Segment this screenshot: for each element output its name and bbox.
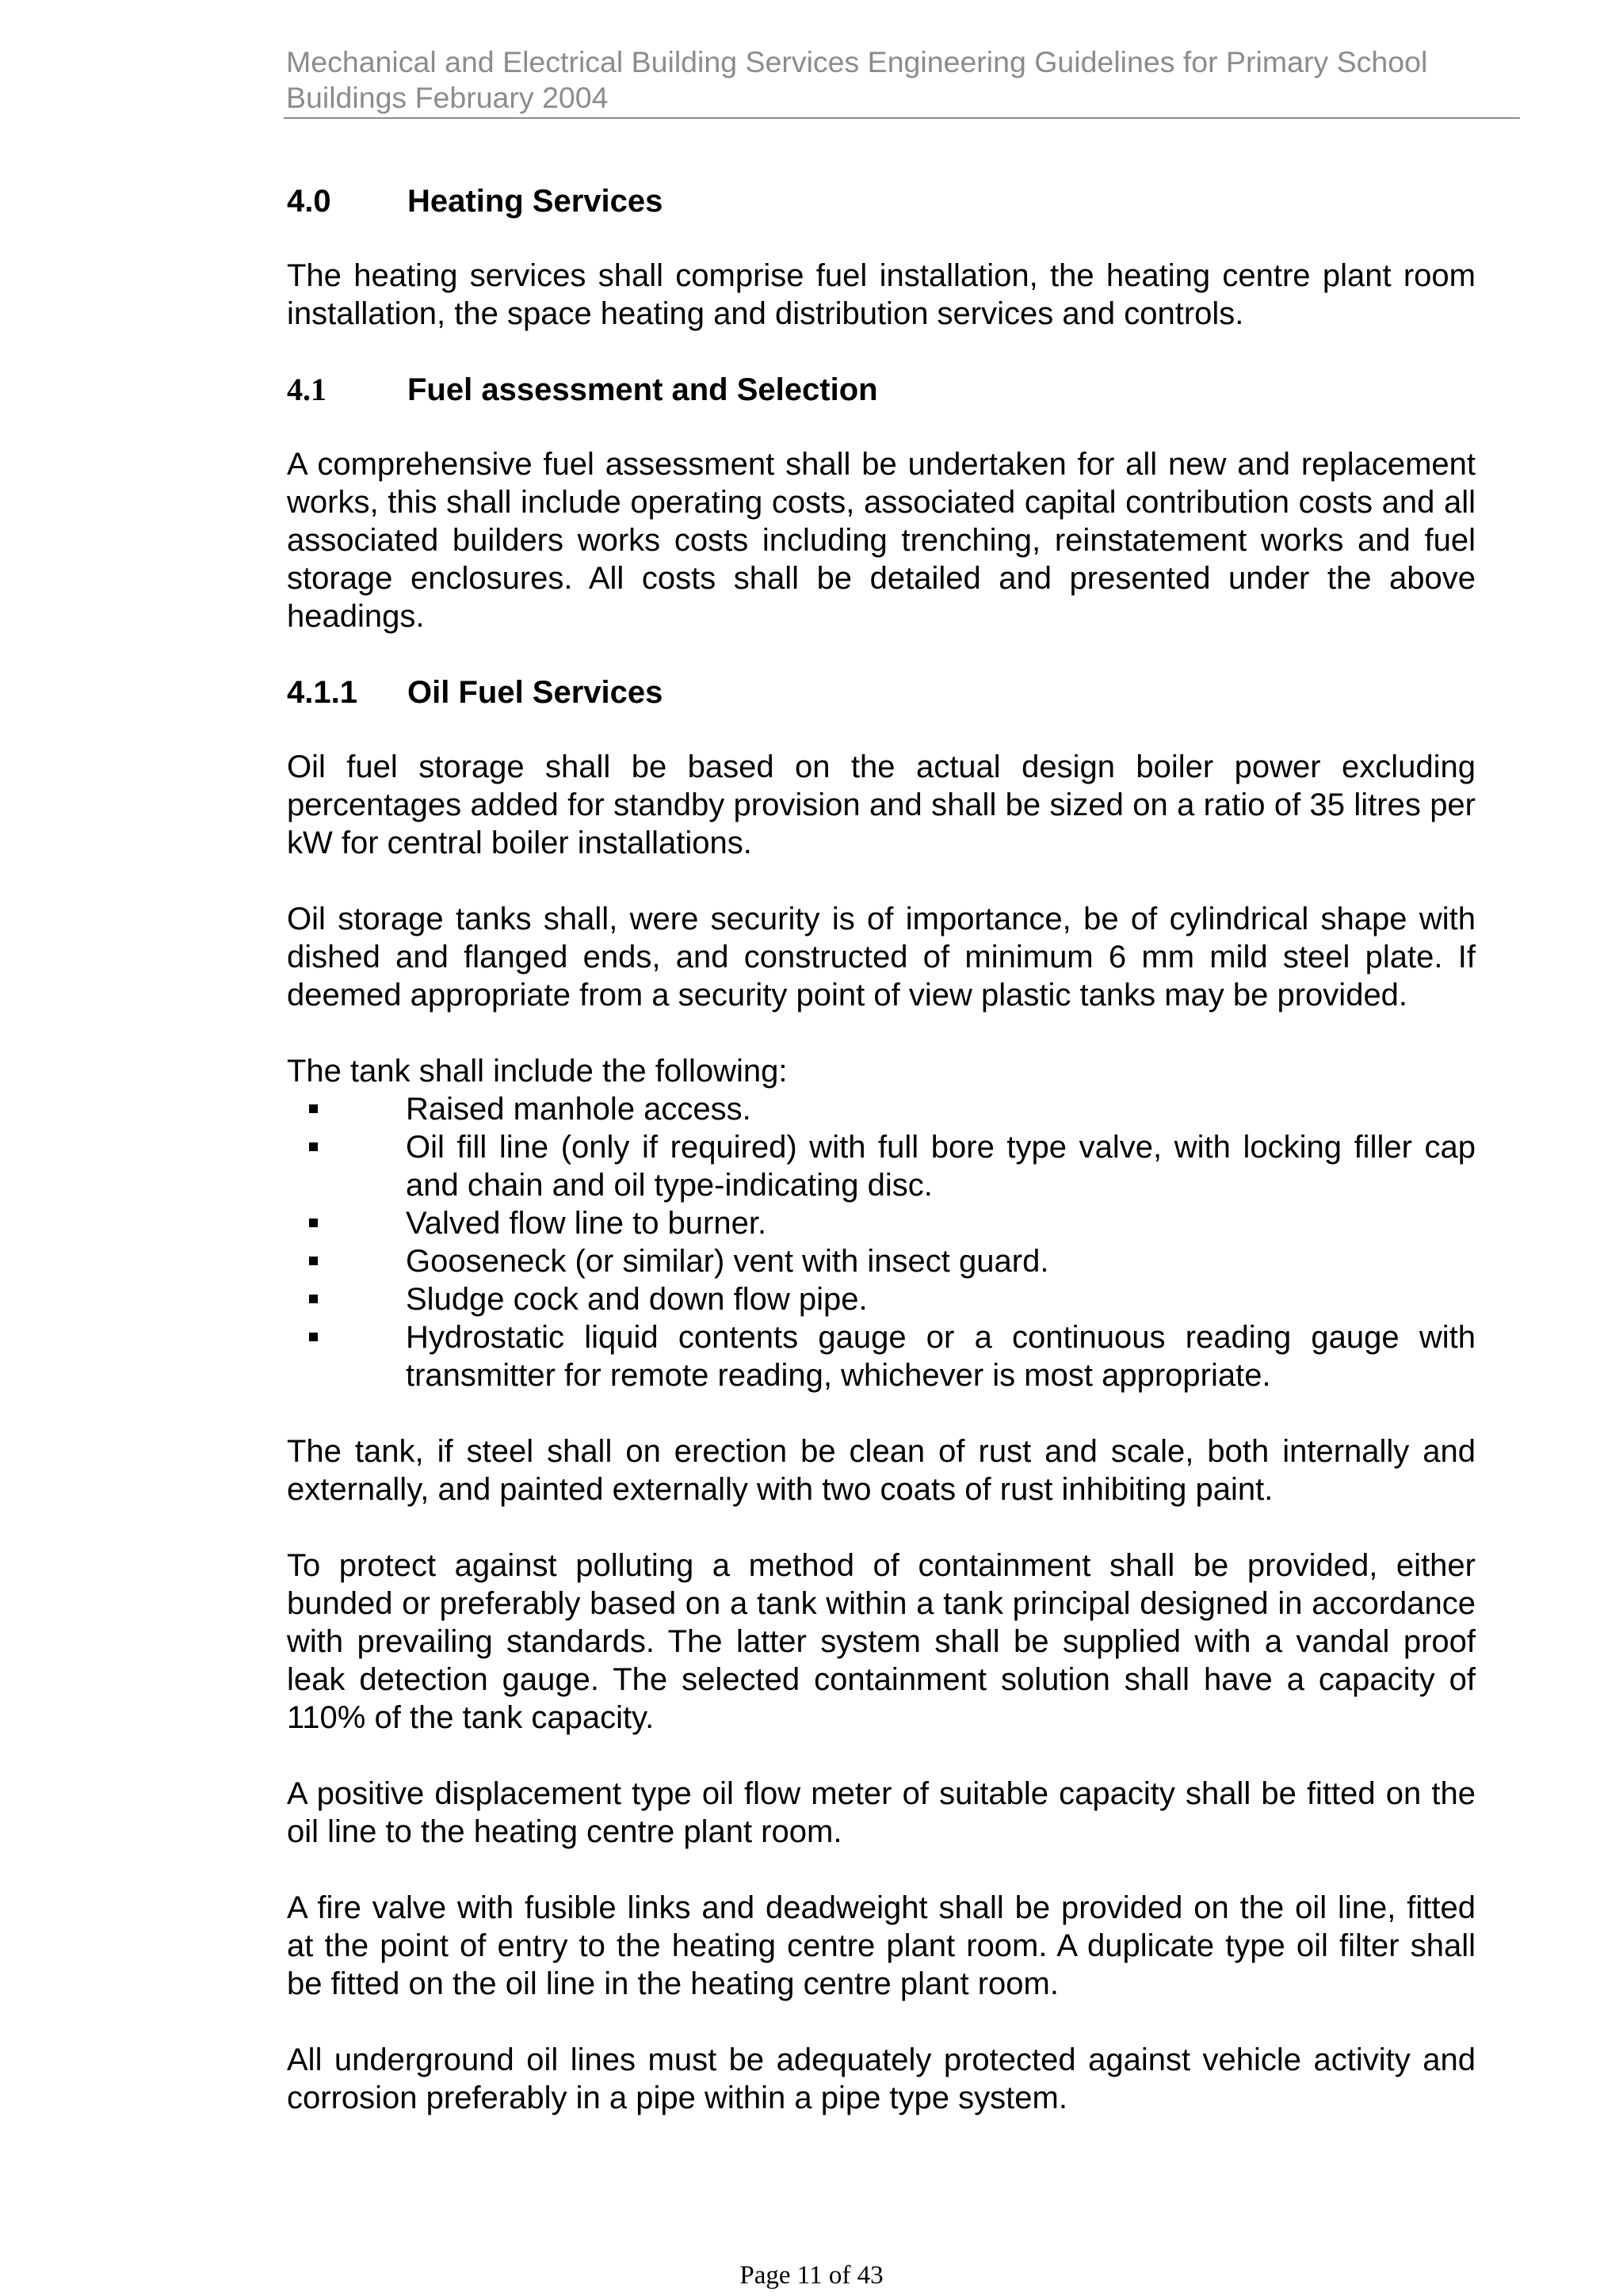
running-header-line-1: Mechanical and Electrical Building Services Engineering Guidelines for Primary School xyxy=(286,45,1428,78)
paragraph: A fire valve with fusible links and deadweight shall be provided on the oil line, fitted at the point of entry to the heating centre plant room. A duplicate type oil filter shall be fitted on the oil line in the heating centre plant room. xyxy=(287,1890,1476,2001)
list-item: Sludge cock and down flow pipe. xyxy=(287,1280,1476,1318)
heading-number: 4.1 xyxy=(287,372,327,407)
list-item: Oil fill line (only if required) with full bore type valve, with locking filler cap and chain and oil type-indicating disc. xyxy=(287,1128,1476,1204)
heading-number: 4.1.1 xyxy=(287,675,357,710)
heading-4-1 xyxy=(287,371,1476,409)
paragraph: The heating services shall comprise fuel installation, the heating centre plant room installation, the space heating and distribution services and controls. xyxy=(287,258,1476,331)
paragraph: Oil fuel storage shall be based on the actual design boiler power excluding percentages added for standby provision and shall be sized on a ratio of 35 litres per kW for central boiler installations. xyxy=(287,749,1476,860)
running-header-line-2: Buildings February 2004 xyxy=(286,81,609,114)
heading-4-1-1 xyxy=(287,673,1476,711)
square-bullet-icon xyxy=(309,1333,318,1341)
heading-4-0 xyxy=(287,182,1476,220)
paragraph: A positive displacement type oil flow meter of suitable capacity shall be fitted on the oil line to the heating centre plant room. xyxy=(287,1776,1476,1849)
page-number: Page 11 of 43 xyxy=(739,2261,884,2290)
paragraph: A comprehensive fuel assessment shall be undertaken for all new and replacement works, this shall include operating costs, associated capital contribution costs and all associated builders works costs including trenching, reinstatement works and fuel storage enclosures. All costs shall be detailed and presented under the above headings. xyxy=(287,447,1476,634)
square-bullet-icon xyxy=(309,1257,318,1265)
tank-requirements-list xyxy=(287,1090,1476,1394)
square-bullet-icon xyxy=(309,1104,318,1113)
paragraph: To protect against polluting a method of containment shall be provided, either bunded or preferably based on a tank within a tank principal designed in accordance with prevailing standards. The latter system shall be supplied with a vandal proof leak detection gauge. The selected containment solution shall have a capacity of 110% of the tank capacity. xyxy=(287,1548,1476,1735)
running-header xyxy=(286,44,1518,116)
list-intro: The tank shall include the following: xyxy=(287,1054,788,1089)
paragraph: The tank, if steel shall on erection be clean of rust and scale, both internally and externally, and painted externally with two coats of rust inhibiting paint. xyxy=(287,1434,1476,1507)
list-item: Valved flow line to burner. xyxy=(287,1204,1476,1242)
heading-title: Oil Fuel Services xyxy=(407,675,663,710)
heading-title: Heating Services xyxy=(407,184,663,219)
heading-title: Fuel assessment and Selection xyxy=(407,372,878,407)
document-body xyxy=(287,182,1476,2117)
square-bullet-icon xyxy=(309,1295,318,1303)
square-bullet-icon xyxy=(309,1142,318,1151)
heading-number: 4.0 xyxy=(287,184,331,219)
paragraph: All underground oil lines must be adequately protected against vehicle activity and corrosion preferably in a pipe within a pipe type system. xyxy=(287,2042,1476,2115)
header-rule xyxy=(284,117,1520,119)
list-item: Hydrostatic liquid contents gauge or a continuous reading gauge with transmitter for remote reading, whichever is most appropriate. xyxy=(287,1318,1476,1394)
paragraph: Oil storage tanks shall, were security is of importance, be of cylindrical shape with dished and flanged ends, and constructed of minimum 6 mm mild steel plate. If deemed appropriate from a security point of view plastic tanks may be provided. xyxy=(287,902,1476,1013)
list-item: Gooseneck (or similar) vent with insect guard. xyxy=(287,1242,1476,1280)
list-item: Raised manhole access. xyxy=(287,1090,1476,1128)
square-bullet-icon xyxy=(309,1219,318,1227)
